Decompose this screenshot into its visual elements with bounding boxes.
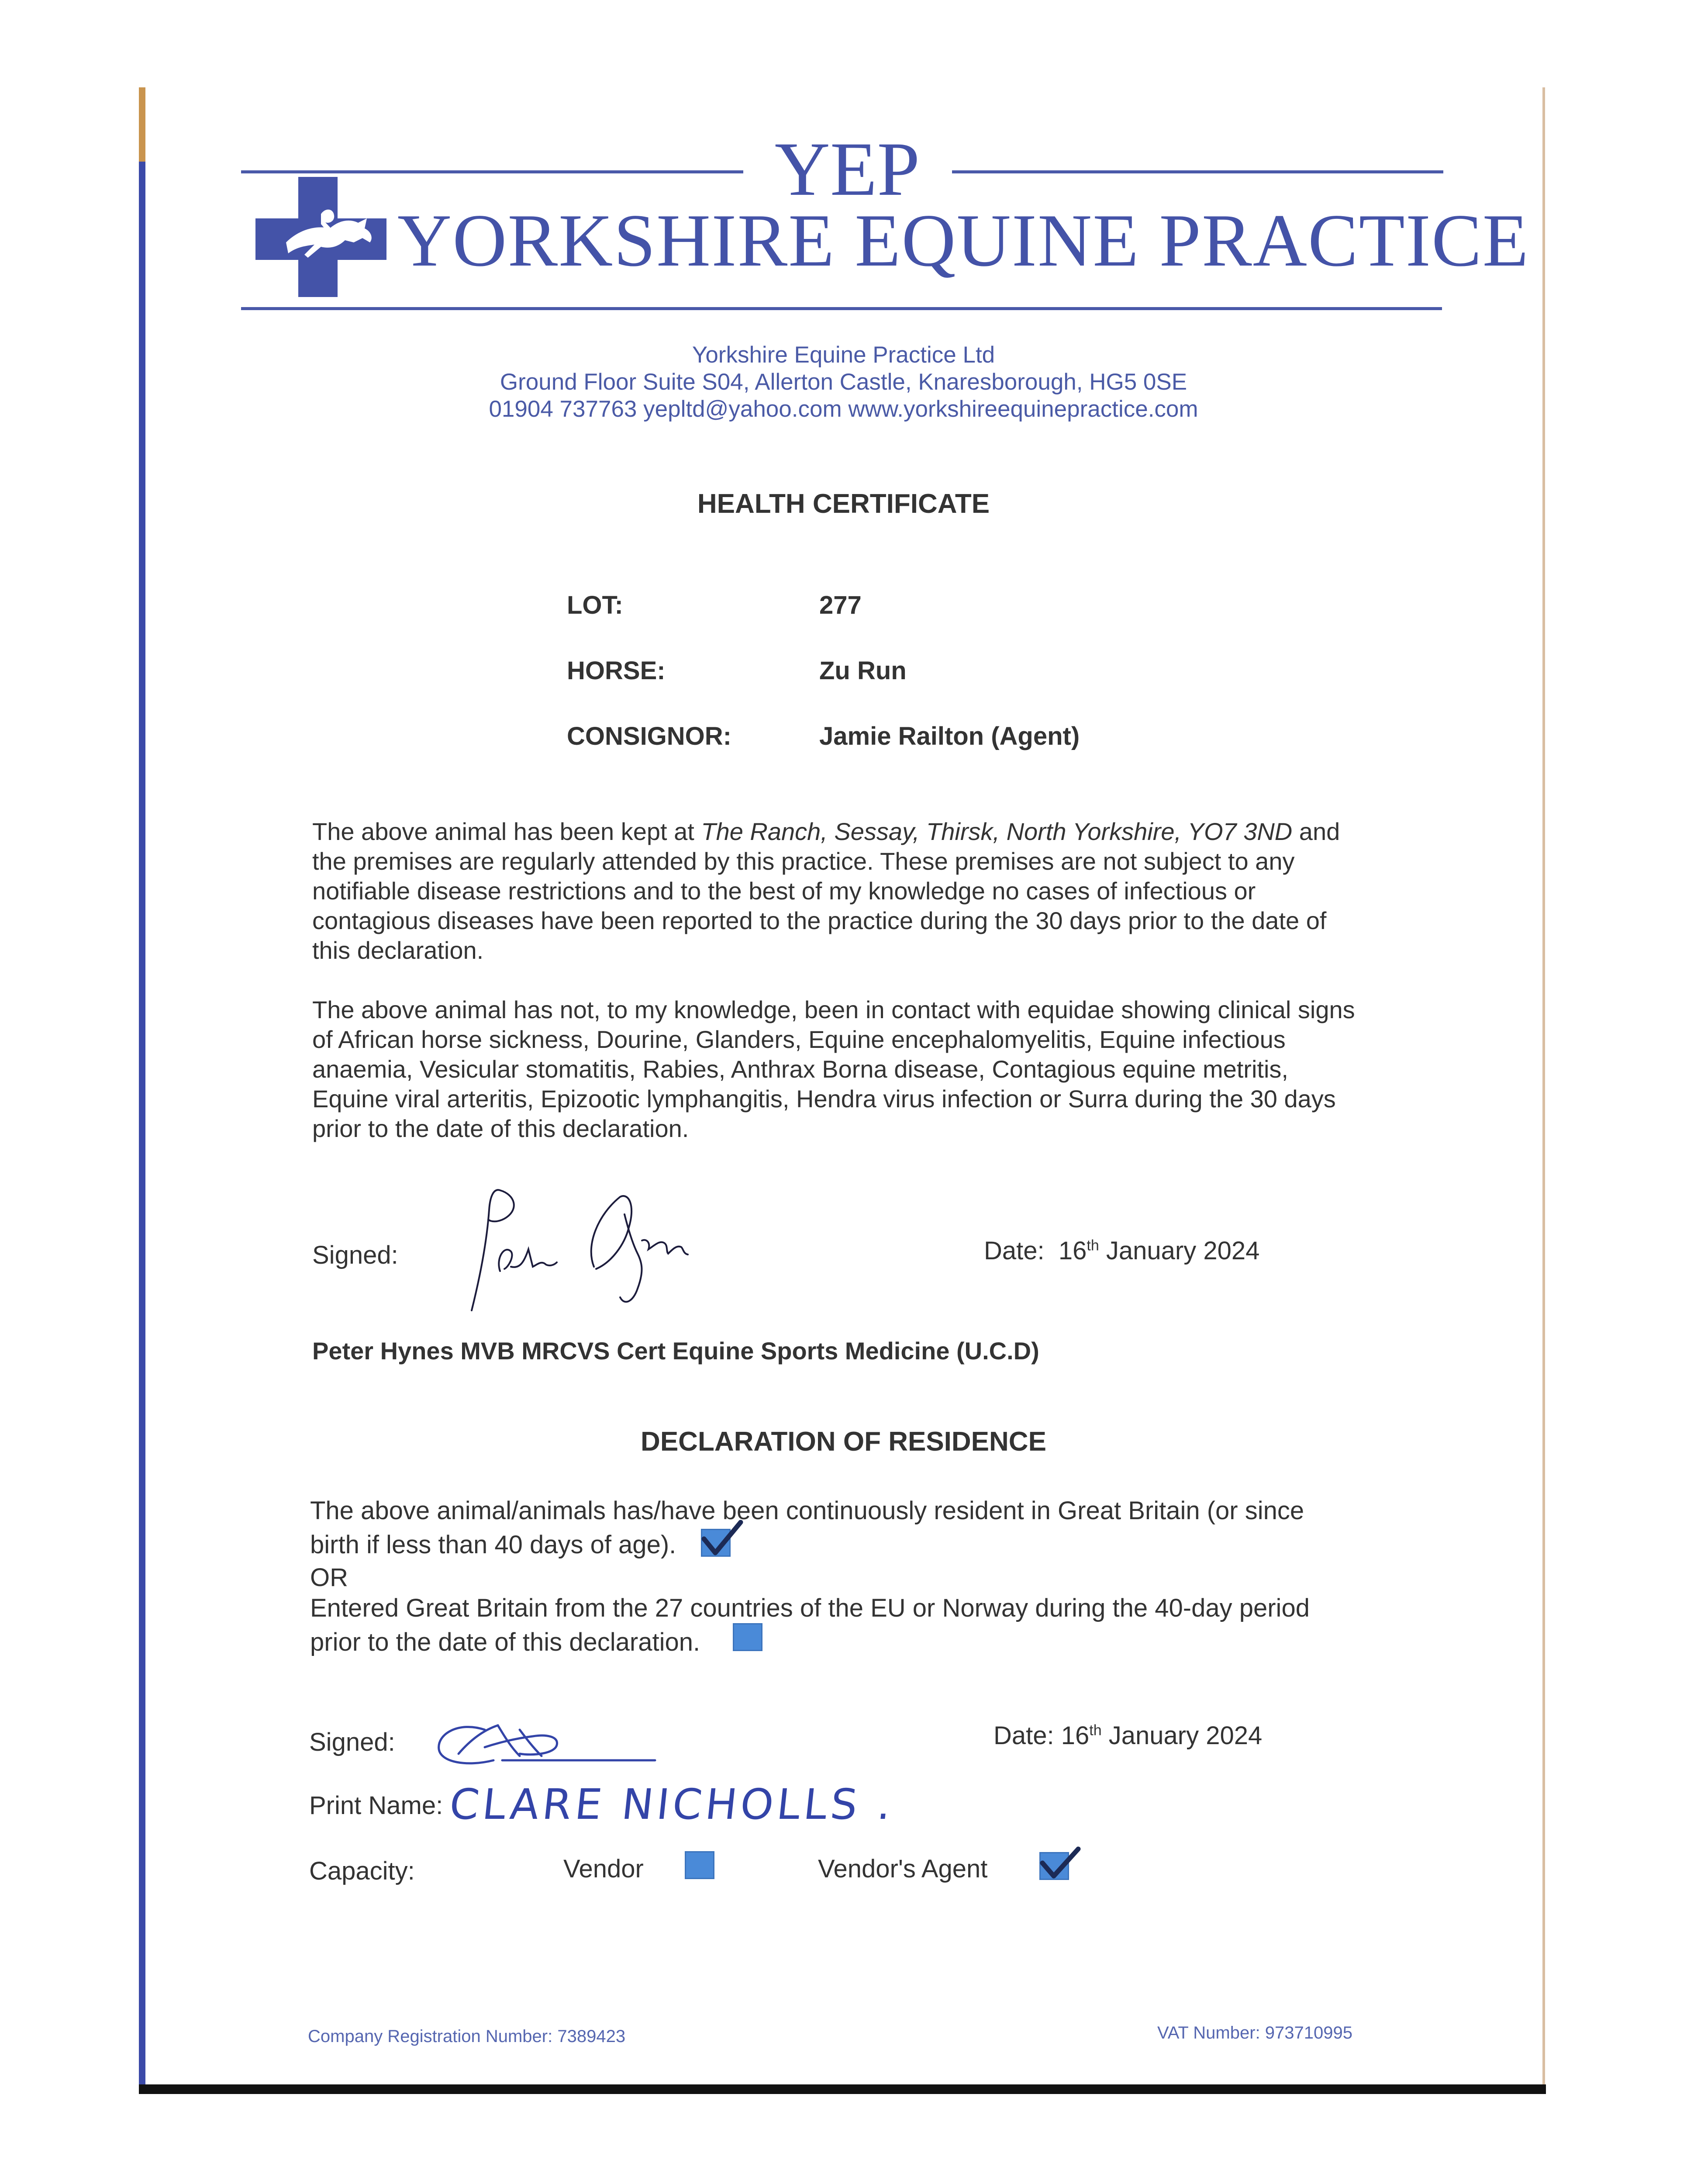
residence-option2-line1: Entered Great Britain from the 27 countries of the EU or Norway during the 40-day period: [310, 1594, 1310, 1622]
letterhead-practice-name: YORKSHIRE EQUINE PRACTICE: [397, 199, 1529, 282]
address-company: Yorkshire Equine Practice Ltd: [692, 342, 995, 368]
health-certificate-title: HEALTH CERTIFICATE: [697, 489, 990, 519]
letterhead-rule-right: [952, 170, 1443, 173]
address-street: Ground Floor Suite S04, Allerton Castle, Knaresborough, HG5 0SE: [500, 369, 1187, 395]
owner-date: Date: 16th January 2024: [994, 1721, 1263, 1750]
contact-disease-paragraph: The above animal has not, to my knowledge, been in contact with equidae showing clinical signs of African horse sickness, Dourine, Glanders, Equine encephalomyelitis, Equine infectious anaemia, Vesicular stomatitis, Rabies, Anthrax Borna disease, Contagious equine metritis, Equine viral arteritis, Epizootic lymphangitis, Hendra virus infection or Surra during the 30 days prior to the date of this declaration.: [312, 996, 1355, 1142]
premises-location: The Ranch, Sessay, Thirsk, North Yorkshire, YO7 3ND: [701, 818, 1293, 845]
horse-value: Zu Run: [819, 657, 907, 685]
consignor-label: CONSIGNOR:: [567, 722, 731, 750]
residence-option2-checkbox[interactable]: [733, 1623, 762, 1651]
residence-option1-line1: The above animal/animals has/have been continuously resident in Great Britain (or since: [310, 1496, 1304, 1525]
vet-date: Date: 16th January 2024: [984, 1237, 1260, 1265]
capacity-label: Capacity:: [309, 1857, 415, 1885]
horse-label: HORSE:: [567, 657, 666, 685]
company-registration: Company Registration Number: 7389423: [308, 2027, 626, 2046]
print-name-handwritten: CLARE NICHOLLS .: [447, 1780, 897, 1829]
vat-number: VAT Number: 973710995: [1157, 2023, 1352, 2042]
cross-horse-logo-icon: [255, 177, 386, 301]
scan-edge-left-tab: [139, 87, 145, 162]
vet-signed-label: Signed:: [312, 1241, 398, 1269]
residence-option1-line2: birth if less than 40 days of age).: [310, 1531, 676, 1559]
scan-edge-bottom: [139, 2084, 1546, 2094]
owner-signature: [432, 1712, 659, 1780]
vendor-agent-label: Vendor's Agent: [818, 1855, 988, 1883]
premises-paragraph: The above animal has been kept at The Ranch, Sessay, Thirsk, North Yorkshire, YO7 3ND and the premises are regularly attended by this practice. These premises are not subject to any notifiable disease restrictions and to the best of my knowledge no cases of infectious or contagious diseases have been reported to the practice during the 30 days prior to the date of this declaration.: [312, 818, 1340, 964]
checkmark-icon: [698, 1517, 746, 1561]
letterhead-rule-left: [241, 170, 743, 173]
address-contact: 01904 737763 yepltd@yahoo.com www.yorkshireequinepractice.com: [489, 396, 1198, 422]
residence-option2-line2: prior to the date of this declaration.: [310, 1628, 700, 1656]
residence-option1-checkbox[interactable]: [701, 1529, 731, 1557]
print-name-label: Print Name:: [309, 1791, 443, 1820]
letterhead-abbrev: YEP: [774, 127, 920, 212]
vet-signature: [463, 1179, 734, 1321]
checkmark-icon: [1036, 1840, 1084, 1884]
lot-value: 277: [819, 591, 862, 619]
consignor-value: Jamie Railton (Agent): [819, 722, 1080, 750]
vet-name-qualifications: Peter Hynes MVB MRCVS Cert Equine Sports Medicine (U.C.D): [312, 1337, 1039, 1365]
letterhead-rule-bottom: [241, 307, 1442, 310]
residence-title: DECLARATION OF RESIDENCE: [641, 1427, 1046, 1457]
owner-signed-label: Signed:: [309, 1728, 395, 1756]
lot-label: LOT:: [567, 591, 623, 619]
residence-or: OR: [310, 1563, 348, 1592]
vendor-checkbox[interactable]: [685, 1851, 714, 1879]
vendor-agent-checkbox[interactable]: [1039, 1852, 1069, 1880]
vendor-label: Vendor: [563, 1855, 644, 1883]
